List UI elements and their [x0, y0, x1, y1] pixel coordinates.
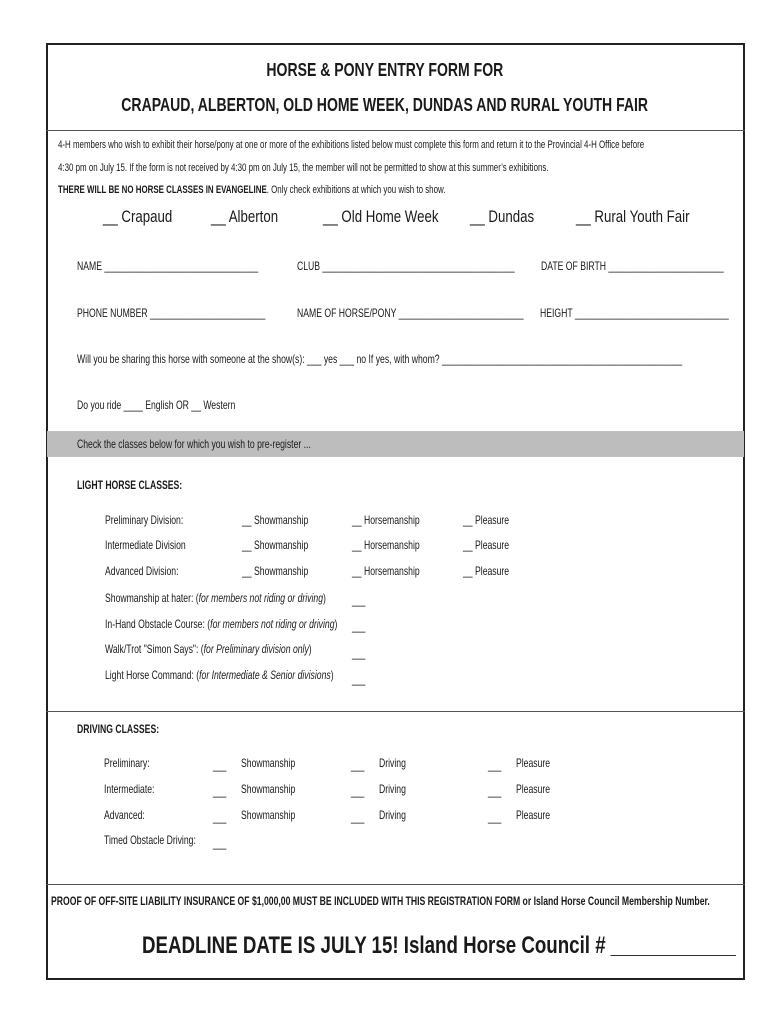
divider	[46, 130, 745, 131]
intro-line-2: 4:30 pm on July 15. If the form is not received by 4:30 pm on July 15, the member will not be permitted to show at this summer’s exhibitions.	[58, 162, 549, 174]
driving-driving-check[interactable]: __	[351, 784, 365, 798]
special-class-check[interactable]: __	[352, 646, 366, 660]
driving-pleasure-check[interactable]: __	[488, 784, 502, 798]
club-field[interactable]: CLUB ________________________________________	[297, 259, 515, 273]
name-field[interactable]: NAME ________________________________	[77, 259, 259, 273]
divider	[46, 711, 745, 712]
special-class-label: In-Hand Obstacle Course: (for members not riding or driving)	[105, 617, 338, 631]
light-showmanship-check[interactable]: __ Showmanship	[242, 513, 309, 527]
driving-pleasure-check[interactable]: __	[488, 810, 502, 824]
height-field[interactable]: HEIGHT ________________________________	[540, 306, 729, 320]
driving-pleasure-label: Pleasure	[516, 808, 551, 822]
driving-showmanship-check[interactable]: __	[213, 810, 227, 824]
light-pleasure-check[interactable]: __ Pleasure	[463, 538, 510, 552]
insurance-notice: PROOF OF OFF-SITE LIABILITY INSURANCE OF $1,000,00 MUST BE INCLUDED WITH THIS REGISTRATION FORM or Island Horse Council Membership Number.	[51, 894, 710, 908]
preregister-text: Check the classes below for which you wish to pre-register ...	[77, 437, 311, 451]
horse-name-field[interactable]: NAME OF HORSE/PONY __________________________	[297, 306, 524, 320]
special-class-check[interactable]: __	[352, 619, 366, 633]
driving-driving-label: Driving	[379, 756, 406, 770]
driving-showmanship-check[interactable]: __	[213, 784, 227, 798]
light-pleasure-check[interactable]: __ Pleasure	[463, 564, 510, 578]
timed-obstacle-label: Timed Obstacle Driving:	[104, 833, 196, 847]
light-row-label: Advanced Division:	[105, 564, 179, 578]
driving-pleasure-label: Pleasure	[516, 782, 551, 796]
riding-style-question[interactable]: Do you ride ____ English OR __ Western	[77, 398, 236, 412]
special-class-label: Light Horse Command: (for Intermediate & Senior divisions)	[105, 668, 334, 682]
light-horsemanship-check[interactable]: __ Horsemanship	[352, 513, 420, 527]
driving-heading: DRIVING CLASSES:	[77, 722, 160, 736]
driving-showmanship-label: Showmanship	[241, 808, 296, 822]
driving-showmanship-label: Showmanship	[241, 782, 296, 796]
light-horsemanship-check[interactable]: __ Horsemanship	[352, 564, 420, 578]
special-class-label: Showmanship at hater: (for members not riding or driving)	[105, 591, 326, 605]
light-row-label: Intermediate Division	[105, 538, 186, 552]
driving-pleasure-check[interactable]: __	[488, 758, 502, 772]
special-class-check[interactable]: __	[352, 593, 366, 607]
divider	[46, 884, 745, 885]
driving-driving-label: Driving	[379, 782, 406, 796]
driving-row-label: Advanced:	[104, 808, 145, 822]
timed-obstacle-check[interactable]: __	[213, 836, 227, 850]
driving-showmanship-check[interactable]: __	[213, 758, 227, 772]
light-horse-heading: LIGHT HORSE CLASSES:	[77, 478, 183, 492]
exhibition-crapaud[interactable]: __ Crapaud	[103, 207, 173, 226]
driving-driving-label: Driving	[379, 808, 406, 822]
form-title-line2: CRAPAUD, ALBERTON, OLD HOME WEEK, DUNDAS AND RURAL YOUTH FAIR	[121, 95, 649, 115]
exhibition-old-home-week[interactable]: __ Old Home Week	[323, 207, 439, 226]
light-showmanship-check[interactable]: __ Showmanship	[242, 538, 309, 552]
form-title-line1: HORSE & PONY ENTRY FORM FOR	[266, 60, 504, 80]
date-of-birth-field[interactable]: DATE OF BIRTH ________________________	[541, 259, 724, 273]
sharing-question[interactable]: Will you be sharing this horse with someone at the show(s): ___ yes ___ no If yes, with whom? __________________________________________________	[77, 352, 683, 366]
light-horsemanship-check[interactable]: __ Horsemanship	[352, 538, 420, 552]
driving-row-label: Intermediate:	[104, 782, 155, 796]
light-showmanship-check[interactable]: __ Showmanship	[242, 564, 309, 578]
special-class-check[interactable]: __	[352, 672, 366, 686]
driving-pleasure-label: Pleasure	[516, 756, 551, 770]
intro-line-1: 4-H members who wish to exhibit their horse/pony at one or more of the exhibitions listed below must complete this form and return it to the Provincial 4-H Office before	[58, 139, 645, 151]
phone-number-field[interactable]: PHONE NUMBER ________________________	[77, 306, 266, 320]
light-row-label: Preliminary Division:	[105, 513, 184, 527]
intro-line-3: THERE WILL BE NO HORSE CLASSES IN EVANGELINE. Only check exhibitions at which you wish to show.	[58, 184, 446, 196]
light-pleasure-check[interactable]: __ Pleasure	[463, 513, 510, 527]
special-class-label: Walk/Trot "Simon Says": (for Preliminary division only)	[105, 642, 312, 656]
driving-driving-check[interactable]: __	[351, 810, 365, 824]
driving-row-label: Preliminary:	[104, 756, 150, 770]
deadline-notice: DEADLINE DATE IS JULY 15! Island Horse Council # ____________	[142, 932, 736, 959]
driving-driving-check[interactable]: __	[351, 758, 365, 772]
exhibition-rural-youth-fair[interactable]: __ Rural Youth Fair	[576, 207, 690, 226]
exhibition-dundas[interactable]: __ Dundas	[470, 207, 535, 226]
exhibition-alberton[interactable]: __ Alberton	[211, 207, 279, 226]
driving-showmanship-label: Showmanship	[241, 756, 296, 770]
